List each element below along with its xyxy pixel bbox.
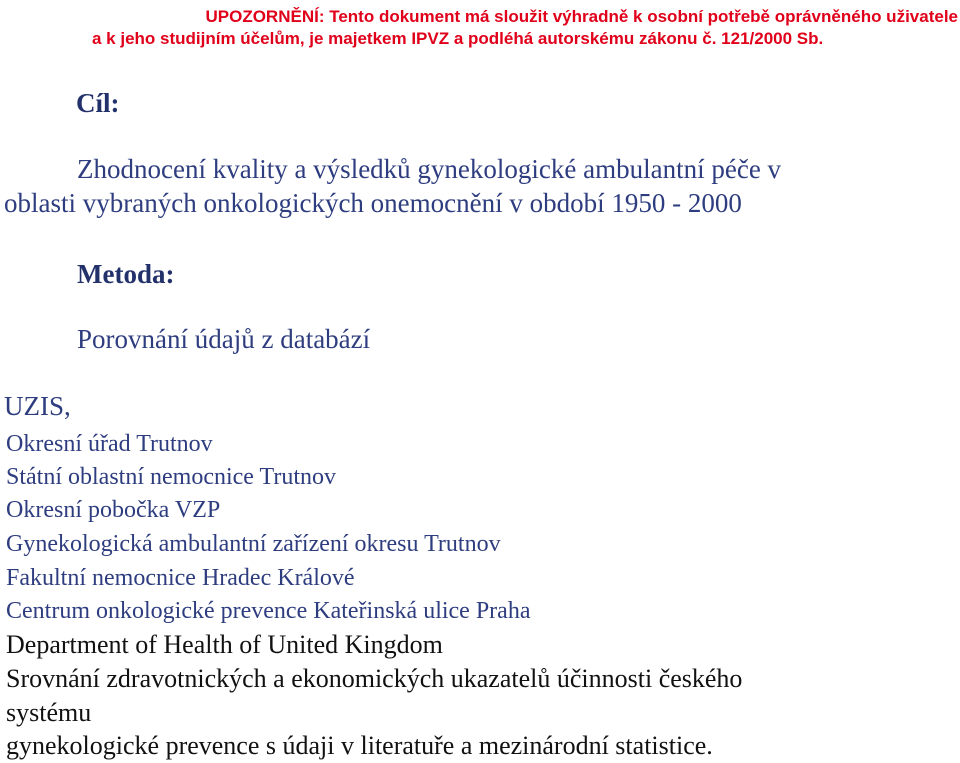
extra-line: Department of Health of United Kingdom <box>6 630 443 659</box>
goal-heading: Cíl: <box>76 88 120 118</box>
goal-text-line-1: Zhodnocení kvality a výsledků gynekologické ambulantní péče v <box>77 154 782 184</box>
source-item: Okresní pobočka VZP <box>6 497 221 523</box>
source-item: UZIS, <box>4 391 71 421</box>
copyright-notice-line-1: UPOZORNĚNÍ: Tento dokument má sloužit výhradně k osobní potřebě oprávněného uživatele <box>205 7 958 26</box>
copyright-notice-line-2: a k jeho studijním účelům, je majetkem IPVZ a podléhá autorskému zákonu č. 121/2000 Sb. <box>92 29 824 48</box>
method-heading: Metoda: <box>77 259 175 289</box>
extra-line: Srovnání zdravotnických a ekonomických ukazatelů účinnosti českého <box>6 664 743 693</box>
source-item: Státní oblastní nemocnice Trutnov <box>6 464 336 490</box>
extra-line: gynekologické prevence s údaji v literatuře a mezinárodní statistice. <box>6 731 713 760</box>
source-item: Gynekologická ambulantní zařízení okresu Trutnov <box>6 531 501 557</box>
method-text: Porovnání údajů z databází <box>77 324 371 354</box>
copyright-notice <box>0 6 958 50</box>
source-item: Okresní úřad Trutnov <box>6 431 213 457</box>
extra-line: systému <box>6 698 92 727</box>
source-item: Centrum onkologické prevence Kateřinská ulice Praha <box>6 598 531 624</box>
goal-text-line-2: oblasti vybraných onkologických onemocnění v období 1950 - 2000 <box>4 188 742 218</box>
source-item: Fakultní nemocnice Hradec Králové <box>6 565 355 591</box>
